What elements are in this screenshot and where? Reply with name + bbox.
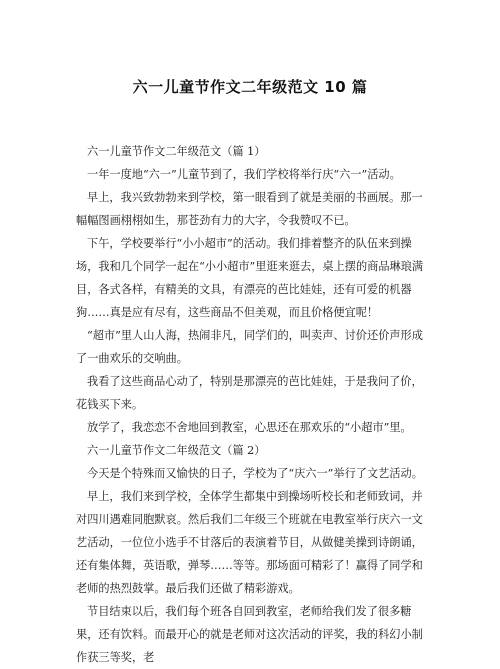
document-title: 六一儿童节作文二年级范文 10 篇: [132, 78, 368, 96]
paragraph: 早上，我们来到学校，全体学生都集中到操场听校长和老师致词，并对四川遇难同胞默哀。然后我们二年级三个班就在电教室举行庆六一文艺活动，一位位小选手不甘落后的表演着节目，从做健美操到诗朗诵，还有集体舞，英语歌，弹琴……等等。那场面可精彩了！赢得了同学和老师的热烈鼓掌。最后我们还做了精彩游戏。: [76, 490, 423, 595]
paragraph: 放学了，我恋恋不舍地回到教室，心思还在那欢乐的“小超市”里。: [87, 421, 412, 434]
paragraph: 节目结束以后，我们每个班各自回到教室，老师给我们发了很多糖果，还有饮料。而最开心的就是老师对这次活动的评奖，我的科幻小制作获三等奖，老: [76, 605, 423, 664]
paragraph: 一年一度地“六一”儿童节到了，我们学校将举行庆“六一”活动。: [87, 168, 401, 181]
paragraph: “超市”里人山人海，热闹非凡，同学们的，叫卖声、讨价还价声形成了一曲欢乐的交响曲。: [76, 329, 423, 365]
paragraph: 今天是个特殊而又愉快的日子，学校为了“庆六一”举行了文艺活动。: [87, 467, 423, 480]
paragraph: 六一儿童节作文二年级范文（篇 2）: [87, 444, 266, 457]
paragraph: 我看了这些商品心动了，特别是那漂亮的芭比娃娃，于是我问了价，花钱买下来。: [76, 375, 423, 411]
paragraph: 早上，我兴致勃勃来到学校，第一眼看到了就是美丽的书画展。那一幅幅图画栩栩如生，那苍劲有力的大字，令我赞叹不已。: [76, 191, 423, 227]
document-body: [76, 140, 426, 669]
paragraph: 下午，学校要举行“小小超市”的活动。我们排着整齐的队伍来到操场，我和几个同学一起在“小小超市”里逛来逛去，桌上摆的商品琳琅满目，各式各样，有精美的文具，有漂亮的芭比娃娃，还有可爱的机器狗……真是应有尽有，这些商品不但美观，而且价格便宜呢！: [76, 237, 424, 319]
paragraph: 六一儿童节作文二年级范文（篇 1）: [87, 145, 266, 158]
